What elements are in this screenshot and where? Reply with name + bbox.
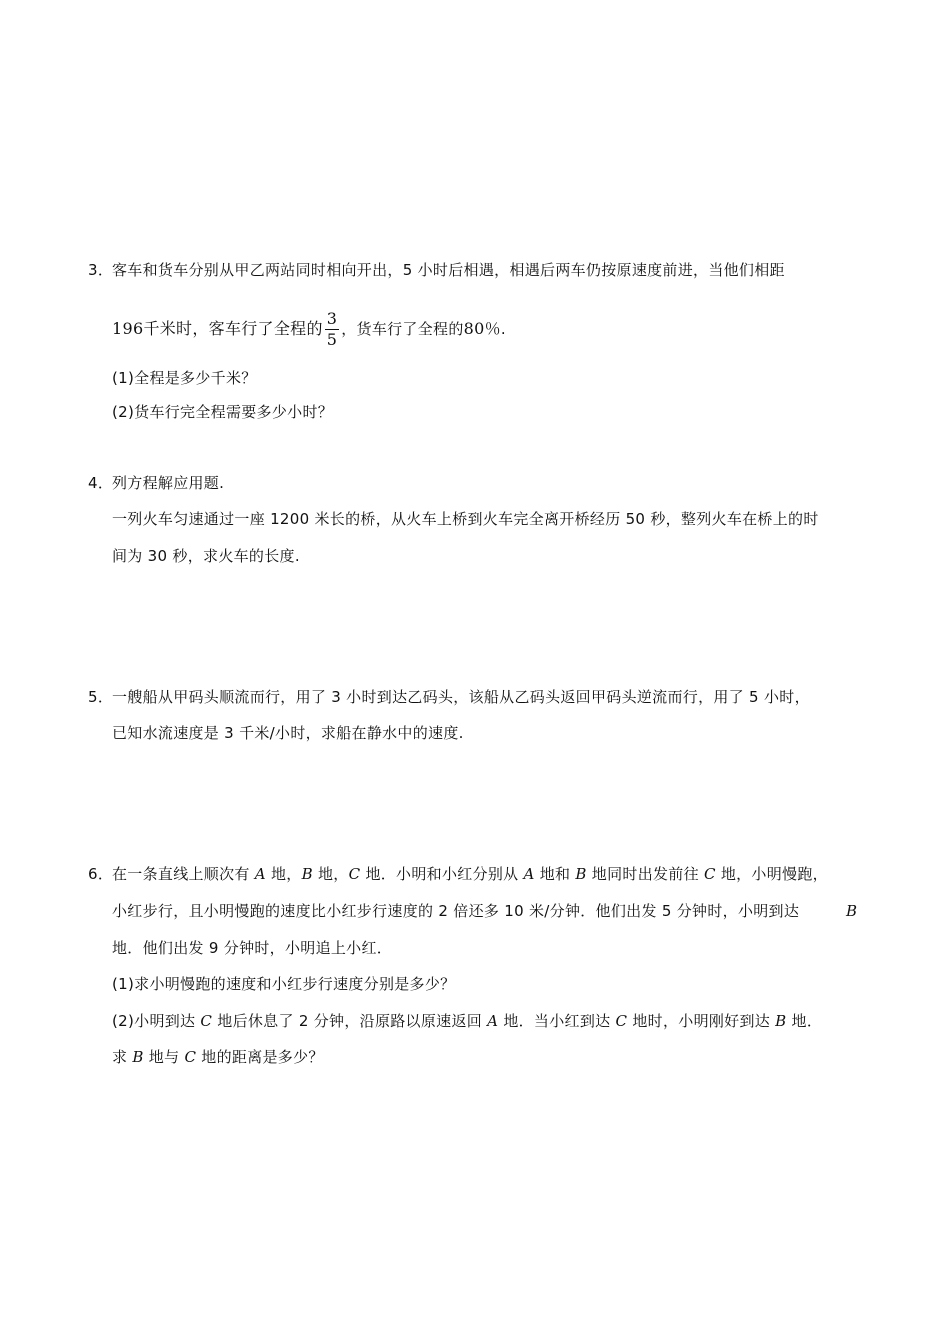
q4-number: 4． bbox=[88, 474, 114, 492]
q6-number: 6． bbox=[88, 865, 114, 883]
q6-line-3: 地．他们出发 9 分钟时，小明追上小红． bbox=[112, 939, 393, 957]
point-c: C bbox=[348, 865, 361, 883]
q6-text: 地与 bbox=[143, 1048, 185, 1066]
q6-subquestion-1: (1)求小明慢跑的速度和小红步行速度分别是多少？ bbox=[112, 975, 456, 993]
q3-number: 3． bbox=[88, 261, 114, 279]
q6-line-2 bbox=[112, 900, 799, 922]
point-c: C bbox=[184, 1048, 197, 1066]
q6-subquestion-2 bbox=[112, 1010, 822, 1032]
q6-text: (2)小明到达 bbox=[112, 1012, 201, 1030]
q3-distance: 196千米时，客车行了全程的 bbox=[112, 319, 323, 338]
q3-subquestion-1: (1)全程是多少千米？ bbox=[112, 369, 257, 387]
q3-line-2-end: . bbox=[500, 320, 506, 338]
q3-line-1: 客车和货车分别从甲乙两站同时相向开出，5 小时后相遇，相遇后两车仍按原速度前进，当他们相距 bbox=[112, 261, 785, 279]
point-b: B bbox=[775, 1012, 787, 1030]
point-a: A bbox=[487, 1012, 499, 1030]
q3-subquestion-2: (2)货车行完全程需要多少小时？ bbox=[112, 403, 334, 421]
point-b: B bbox=[132, 1048, 144, 1066]
q3-line-2 bbox=[112, 306, 506, 352]
q6-text: 地时，小明刚好到达 bbox=[627, 1012, 776, 1030]
q3-percent: 80％ bbox=[463, 319, 501, 338]
point-c: C bbox=[200, 1012, 213, 1030]
q6-text: 地． bbox=[786, 1012, 823, 1030]
point-a: A bbox=[523, 865, 535, 883]
q6-text: 在一条直线上顺次有 bbox=[112, 865, 255, 883]
q6-text: 地和 bbox=[534, 865, 576, 883]
q6-text: 地的距离是多少？ bbox=[196, 1048, 324, 1066]
q6-text: 小红步行，且小明慢跑的速度比小红步行速度的 2 倍还多 10 米/分钟．他们出发 5 分钟时，小明到达 bbox=[112, 902, 800, 920]
q6-text: 地，小明慢跑， bbox=[715, 865, 828, 883]
q4-line-2: 一列火车匀速通过一座 1200 米长的桥，从火车上桥到火车完全离开桥经历 50 秒，整列火车在桥上的时 bbox=[112, 510, 819, 528]
q5-line-1: 一艘船从甲码头顺流而行，用了 3 小时到达乙码头，该船从乙码头返回甲码头逆流而行，用了 5 小时， bbox=[112, 688, 810, 706]
q6-text: 地．小明和小红分别从 bbox=[360, 865, 524, 883]
q3-fraction bbox=[325, 309, 339, 350]
q3-fraction-numerator: 3 bbox=[326, 309, 338, 328]
q4-line-1: 列方程解应用题. bbox=[112, 474, 225, 492]
q4-line-3: 间为 30 秒，求火车的长度. bbox=[112, 547, 300, 565]
q3-line-2-middle: ，货车行了全程的 bbox=[341, 320, 464, 338]
q6-text: 求 bbox=[112, 1048, 133, 1066]
q6-line-1 bbox=[112, 863, 828, 885]
point-b: B bbox=[575, 865, 587, 883]
q6-text: 地， bbox=[265, 865, 302, 883]
q5-line-2: 已知水流速度是 3 千米/小时，求船在静水中的速度. bbox=[112, 724, 464, 742]
q6-text: 地后休息了 2 分钟，沿原路以原速返回 bbox=[212, 1012, 488, 1030]
q6-final-line bbox=[112, 1046, 324, 1068]
point-c: C bbox=[703, 865, 716, 883]
point-b: B bbox=[846, 902, 858, 920]
q3-fraction-denominator: 5 bbox=[326, 330, 338, 349]
q5-number: 5． bbox=[88, 688, 114, 706]
point-b: B bbox=[301, 865, 313, 883]
point-a: A bbox=[254, 865, 266, 883]
point-c: C bbox=[615, 1012, 628, 1030]
q6-text: 地．当小红到达 bbox=[498, 1012, 616, 1030]
q6-text: 地， bbox=[312, 865, 349, 883]
q6-text: 地同时出发前往 bbox=[586, 865, 704, 883]
